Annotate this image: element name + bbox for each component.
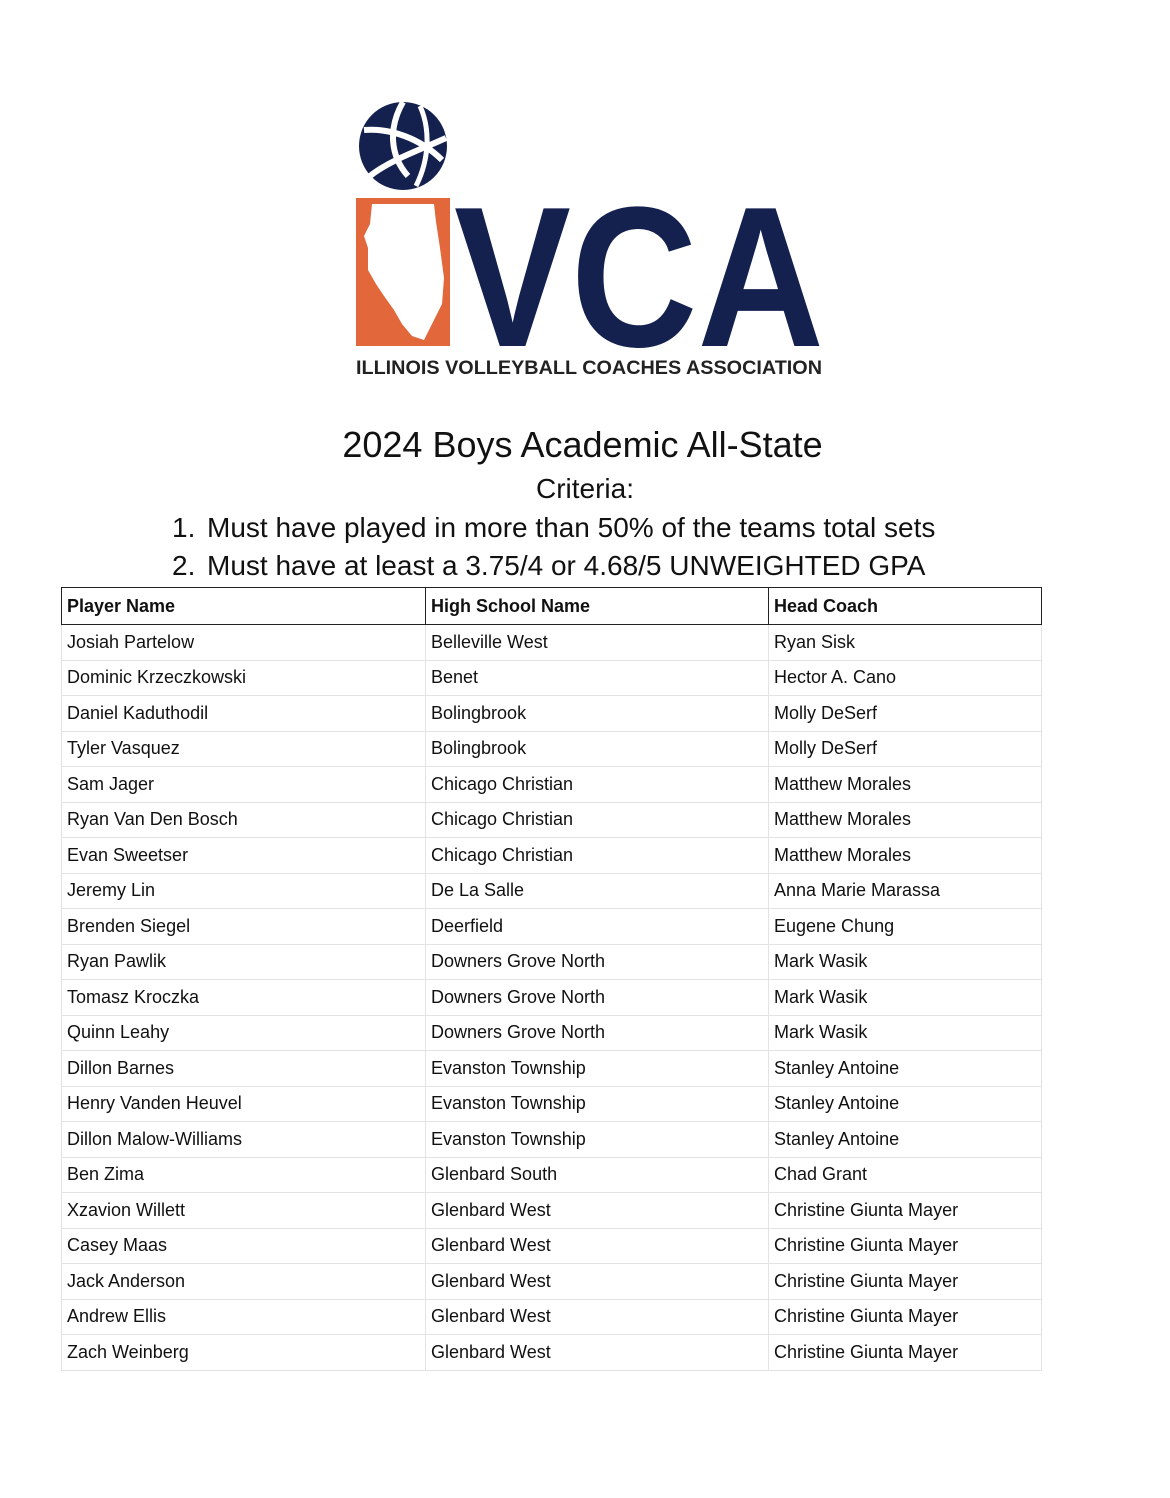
volleyball-icon	[359, 102, 447, 190]
cell-head-coach: Anna Marie Marassa	[769, 873, 1042, 909]
cell-player-name: Tomasz Kroczka	[62, 980, 426, 1016]
cell-player-name: Ryan Pawlik	[62, 944, 426, 980]
cell-head-coach: Mark Wasik	[769, 944, 1042, 980]
criteria-item	[172, 509, 935, 547]
cell-head-coach: Chad Grant	[769, 1157, 1042, 1193]
cell-high-school-name: Evanston Township	[426, 1086, 769, 1122]
cell-high-school-name: Downers Grove North	[426, 1015, 769, 1051]
column-header-head-coach: Head Coach	[769, 588, 1042, 625]
criteria-heading: Criteria:	[535, 473, 634, 504]
cell-player-name: Evan Sweetser	[62, 838, 426, 874]
logo-subtitle: ILLINOIS VOLLEYBALL COACHES ASSOCIATION	[356, 358, 822, 379]
cell-player-name: Casey Maas	[62, 1228, 426, 1264]
cell-head-coach: Stanley Antoine	[769, 1122, 1042, 1158]
table-row	[62, 873, 1042, 909]
table-row	[62, 1086, 1042, 1122]
table-row	[62, 1051, 1042, 1087]
table-row	[62, 980, 1042, 1016]
cell-high-school-name: Glenbard West	[426, 1193, 769, 1229]
table-row	[62, 625, 1042, 661]
table-row	[62, 1157, 1042, 1193]
cell-high-school-name: Chicago Christian	[426, 767, 769, 803]
cell-player-name: Zach Weinberg	[62, 1335, 426, 1371]
cell-head-coach: Stanley Antoine	[769, 1086, 1042, 1122]
cell-head-coach: Eugene Chung	[769, 909, 1042, 945]
cell-head-coach: Ryan Sisk	[769, 625, 1042, 661]
cell-player-name: Dominic Krzeczkowski	[62, 660, 426, 696]
cell-high-school-name: Glenbard West	[426, 1228, 769, 1264]
cell-player-name: Ben Zima	[62, 1157, 426, 1193]
cell-player-name: Andrew Ellis	[62, 1299, 426, 1335]
cell-head-coach: Matthew Morales	[769, 802, 1042, 838]
cell-player-name: Dillon Malow-Williams	[62, 1122, 426, 1158]
cell-head-coach: Christine Giunta Mayer	[769, 1193, 1042, 1229]
cell-high-school-name: Belleville West	[426, 625, 769, 661]
illinois-state-icon	[356, 198, 450, 346]
cell-player-name: Xzavion Willett	[62, 1193, 426, 1229]
cell-player-name: Brenden Siegel	[62, 909, 426, 945]
cell-head-coach: Christine Giunta Mayer	[769, 1228, 1042, 1264]
table-row	[62, 802, 1042, 838]
cell-player-name: Jack Anderson	[62, 1264, 426, 1300]
cell-player-name: Ryan Van Den Bosch	[62, 802, 426, 838]
cell-head-coach: Matthew Morales	[769, 767, 1042, 803]
ivca-logo	[350, 98, 830, 388]
cell-high-school-name: Downers Grove North	[426, 944, 769, 980]
table-row	[62, 767, 1042, 803]
cell-high-school-name: Bolingbrook	[426, 696, 769, 732]
cell-high-school-name: Deerfield	[426, 909, 769, 945]
table-row	[62, 660, 1042, 696]
table-row	[62, 1122, 1042, 1158]
cell-high-school-name: Evanston Township	[426, 1122, 769, 1158]
volleyball-illinois-logo-icon	[350, 98, 830, 388]
cell-head-coach: Christine Giunta Mayer	[769, 1335, 1042, 1371]
cell-high-school-name: Glenbard West	[426, 1335, 769, 1371]
cell-head-coach: Christine Giunta Mayer	[769, 1264, 1042, 1300]
cell-head-coach: Molly DeSerf	[769, 696, 1042, 732]
criteria-number: 2.	[172, 550, 196, 581]
cell-head-coach: Matthew Morales	[769, 838, 1042, 874]
criteria-text: Must have played in more than 50% of the teams total sets	[207, 512, 936, 543]
column-header-high-school-name: High School Name	[426, 588, 769, 625]
cell-head-coach: Stanley Antoine	[769, 1051, 1042, 1087]
cell-head-coach: Hector A. Cano	[769, 660, 1042, 696]
cell-player-name: Daniel Kaduthodil	[62, 696, 426, 732]
cell-high-school-name: Chicago Christian	[426, 802, 769, 838]
cell-player-name: Sam Jager	[62, 767, 426, 803]
cell-player-name: Dillon Barnes	[62, 1051, 426, 1087]
cell-player-name: Henry Vanden Heuvel	[62, 1086, 426, 1122]
criteria-list	[172, 509, 935, 585]
table-row	[62, 1193, 1042, 1229]
table-row	[62, 1264, 1042, 1300]
cell-high-school-name: Chicago Christian	[426, 838, 769, 874]
table-header-row	[62, 588, 1042, 625]
table-row	[62, 944, 1042, 980]
cell-head-coach: Molly DeSerf	[769, 731, 1042, 767]
page-title: 2024 Boys Academic All-State	[342, 424, 823, 465]
cell-player-name: Tyler Vasquez	[62, 731, 426, 767]
table-row	[62, 1299, 1042, 1335]
table-row	[62, 696, 1042, 732]
cell-head-coach: Christine Giunta Mayer	[769, 1299, 1042, 1335]
column-header-player-name: Player Name	[62, 588, 426, 625]
table-row	[62, 838, 1042, 874]
cell-player-name: Jeremy Lin	[62, 873, 426, 909]
criteria-item	[172, 547, 935, 585]
cell-high-school-name: Benet	[426, 660, 769, 696]
table-row	[62, 1335, 1042, 1371]
cell-player-name: Josiah Partelow	[62, 625, 426, 661]
logo-wordmark: VCA	[454, 166, 824, 388]
cell-high-school-name: Glenbard South	[426, 1157, 769, 1193]
cell-head-coach: Mark Wasik	[769, 980, 1042, 1016]
criteria-text: Must have at least a 3.75/4 or 4.68/5 UNWEIGHTED GPA	[207, 550, 926, 581]
table-row	[62, 1015, 1042, 1051]
criteria-number: 1.	[172, 512, 196, 543]
table-row	[62, 909, 1042, 945]
cell-high-school-name: Glenbard West	[426, 1264, 769, 1300]
table-row	[62, 731, 1042, 767]
table-row	[62, 1228, 1042, 1264]
cell-high-school-name: De La Salle	[426, 873, 769, 909]
cell-high-school-name: Downers Grove North	[426, 980, 769, 1016]
cell-high-school-name: Evanston Township	[426, 1051, 769, 1087]
academic-all-state-table	[61, 587, 1042, 1371]
cell-player-name: Quinn Leahy	[62, 1015, 426, 1051]
cell-head-coach: Mark Wasik	[769, 1015, 1042, 1051]
cell-high-school-name: Bolingbrook	[426, 731, 769, 767]
table-body	[62, 625, 1042, 1371]
cell-high-school-name: Glenbard West	[426, 1299, 769, 1335]
